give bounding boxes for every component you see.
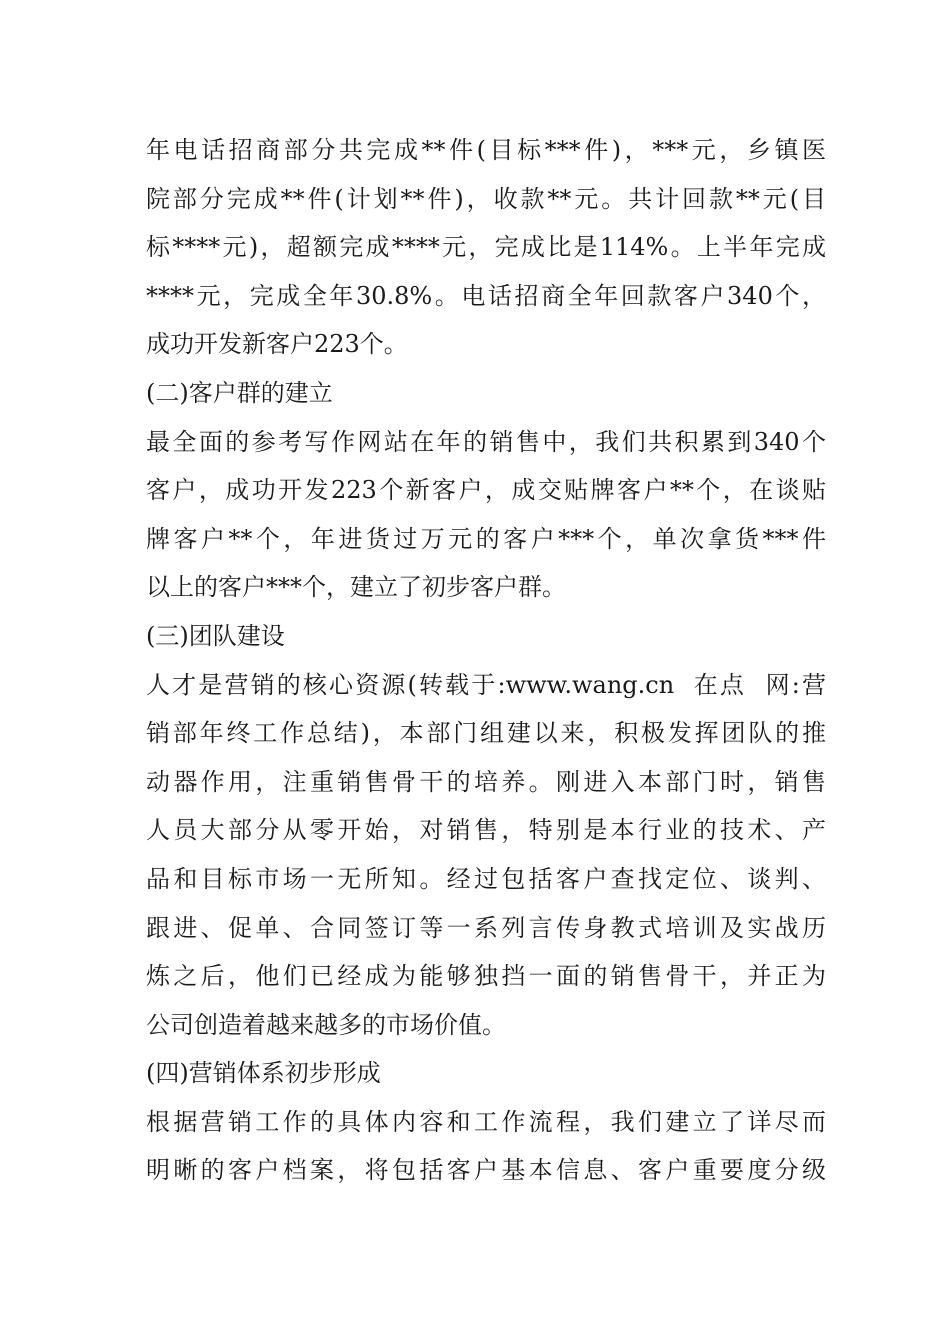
text-line: 炼之后，他们已经成为能够独挡一面的销售骨干，并正为	[146, 962, 826, 991]
text-line: 成功开发新客户223个。	[146, 330, 408, 359]
text-line: 最全面的参考写作网站在年的销售中，我们共积累到340个	[146, 427, 826, 456]
text-line: 动器作用，注重销售骨干的培养。刚进入本部门时，销售	[146, 767, 826, 796]
text-line: 根据营销工作的具体内容和工作流程，我们建立了详尽而	[146, 1107, 826, 1136]
text-line: 公司创造着越来越多的市场价值。	[146, 1010, 506, 1039]
text-line: ****元，完成全年30.8%。电话招商全年回款客户340个，	[146, 281, 826, 310]
text-line: 院部分完成**件(计划**件)，收款**元。共计回款**元(目	[146, 184, 826, 213]
text-line: 跟进、促单、合同签订等一系列言传身教式培训及实战历	[146, 913, 826, 942]
section-heading: (四)营销体系初步形成	[146, 1059, 381, 1088]
section-heading: (二)客户群的建立	[146, 378, 333, 407]
text-line: 标****元)，超额完成****元，完成比是114%。上半年完成	[146, 233, 826, 262]
text-line: 销部年终工作总结)，本部门组建以来，积极发挥团队的推	[146, 719, 826, 748]
text-line: 人才是营销的核心资源(转载于:www.wang.cn 在点 网:营	[146, 670, 826, 699]
text-line: 明晰的客户档案，将包括客户基本信息、客户重要度分级	[146, 1156, 826, 1185]
text-line: 牌客户**个，年进货过万元的客户***个，单次拿货***件	[146, 524, 826, 553]
text-line: 人员大部分从零开始，对销售，特别是本行业的技术、产	[146, 816, 826, 845]
text-line: 以上的客户***个，建立了初步客户群。	[146, 573, 566, 602]
text-line: 品和目标市场一无所知。经过包括客户查找定位、谈判、	[146, 864, 826, 893]
section-heading: (三)团队建设	[146, 621, 285, 650]
text-line: 年电话招商部分共完成**件(目标***件)，***元，乡镇医	[146, 136, 826, 164]
text-line: 客户，成功开发223个新客户，成交贴牌客户**个，在谈贴	[146, 476, 826, 505]
document-body	[146, 126, 826, 1195]
